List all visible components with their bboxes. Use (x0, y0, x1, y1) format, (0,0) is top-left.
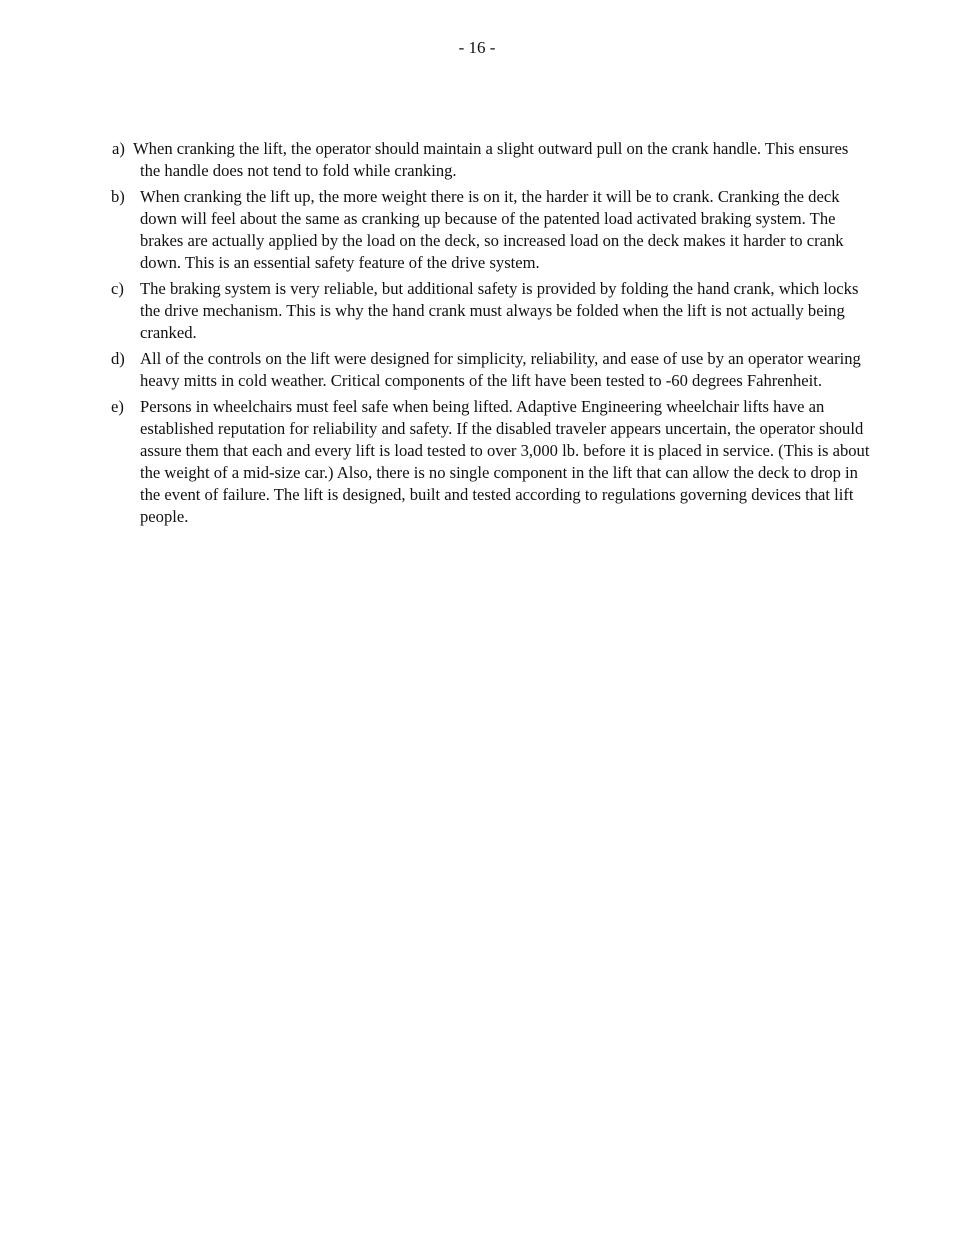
list-item-text: When cranking the lift, the operator should maintain a slight outward pull on the crank handle. This ensures the handle does not tend to fold while cranking. (133, 139, 849, 180)
list-item-text: The braking system is very reliable, but additional safety is provided by folding the hand crank, which locks the drive mechanism. This is why the hand crank must always be folded when the lift is not actually being cranked. (140, 279, 859, 342)
safety-notes-list (111, 138, 871, 532)
list-item (111, 186, 871, 274)
list-item-marker: c) (111, 279, 124, 298)
list-item-text: Persons in wheelchairs must feel safe when being lifted. Adaptive Engineering wheelchair lifts have an established reputation for reliability and safety. If the disabled traveler appears uncertain, the operator should assure them that each and every lift is load tested to over 3,000 lb. before it is placed in service. (This is about the weight of a mid-size car.) Also, there is no single component in the lift that can allow the deck to drop in the event of failure. The lift is designed, built and tested according to regulations governing devices that lift people. (140, 397, 870, 526)
list-item-marker: e) (111, 397, 124, 416)
list-item-text: When cranking the lift up, the more weight there is on it, the harder it will be to crank. Cranking the deck down will feel about the same as cranking up because of the patented load activated braking system. The brakes are actually applied by the load on the deck, so increased load on the deck makes it harder to crank down. This is an essential safety feature of the drive system. (140, 187, 844, 272)
list-item (111, 396, 871, 528)
list-item (111, 278, 871, 344)
list-item-marker: a) (112, 139, 125, 158)
list-item (111, 138, 871, 182)
list-item-text: All of the controls on the lift were designed for simplicity, reliability, and ease of use by an operator wearing heavy mitts in cold weather. Critical components of the lift have been tested to -60 degrees Fahrenheit. (140, 349, 861, 390)
list-item-marker: d) (111, 349, 125, 368)
list-item (111, 348, 871, 392)
page-number: - 16 - (458, 38, 496, 57)
list-item-marker: b) (111, 187, 125, 206)
